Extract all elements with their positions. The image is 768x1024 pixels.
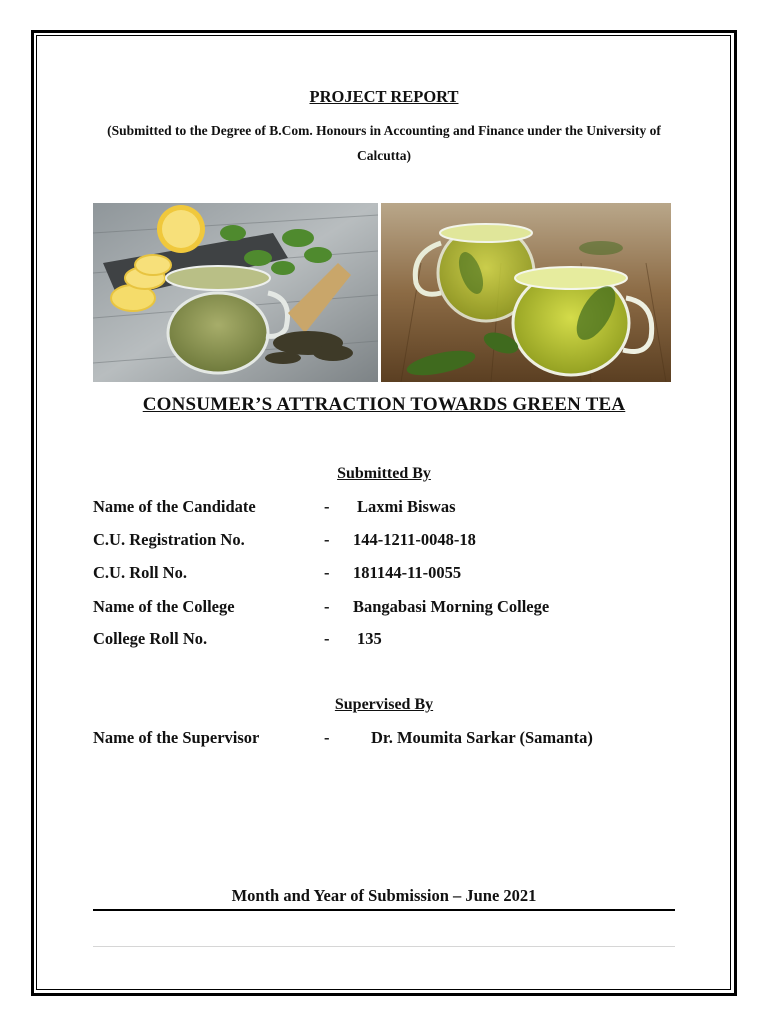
- page-title: PROJECT REPORT: [309, 87, 459, 106]
- candidate-name-separator: -: [324, 497, 330, 516]
- supervisor-name-separator: -: [324, 728, 330, 747]
- registration-number-label: C.U. Registration No.: [93, 530, 245, 549]
- footer-divider: [93, 946, 675, 947]
- page-subtitle: (Submitted to the Degree of B.Com. Honours in Accounting and Finance under the University of Calcutta): [107, 123, 661, 163]
- submitted-by-heading: Submitted By: [337, 465, 431, 482]
- roll-number-value: 181144-11-0055: [353, 563, 462, 582]
- registration-number-value: 144-1211-0048-18: [353, 530, 476, 549]
- college-roll-separator: -: [324, 629, 330, 648]
- college-name-value: Bangabasi Morning College: [353, 597, 550, 616]
- registration-number-separator: -: [324, 530, 330, 549]
- supervisor-name-label: Name of the Supervisor: [93, 728, 260, 747]
- supervisor-name-value: Dr. Moumita Sarkar (Samanta): [371, 728, 593, 747]
- candidate-name-value: Laxmi Biswas: [357, 497, 456, 516]
- candidate-name-label: Name of the Candidate: [93, 497, 256, 516]
- college-name-separator: -: [324, 597, 330, 616]
- supervised-by-heading: Supervised By: [334, 696, 434, 713]
- two-green-tea-cups-photo: [381, 203, 671, 382]
- green-tea-lemon-photo: [93, 203, 378, 382]
- roll-number-separator: -: [324, 563, 330, 582]
- report-title: CONSUMER’S ATTRACTION TOWARDS GREEN TEA: [142, 394, 626, 415]
- submission-date: Month and Year of Submission – June 2021: [93, 886, 675, 911]
- college-roll-value: 135: [357, 629, 382, 648]
- college-name-label: Name of the College: [93, 597, 235, 616]
- college-roll-label: College Roll No.: [93, 629, 208, 648]
- roll-number-label: C.U. Roll No.: [93, 563, 187, 582]
